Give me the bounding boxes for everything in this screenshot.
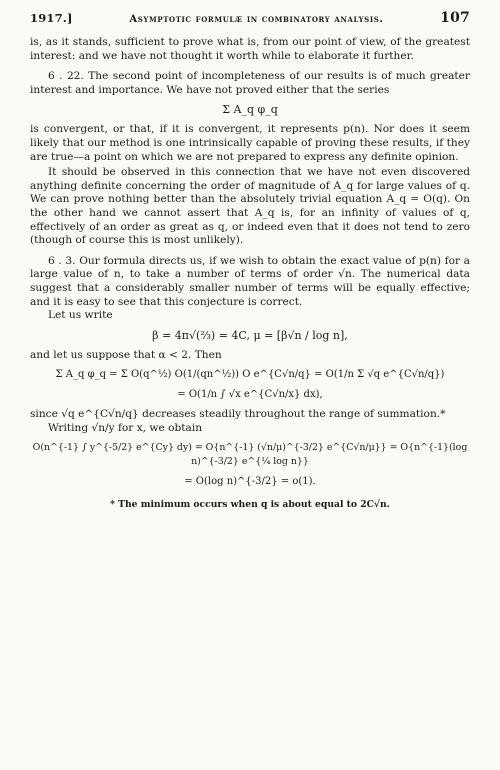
paragraph-convergence: is convergent, or that, if it is convergent, it represents p(n). Nor does it seem likely that our method is one intrinsically capable of proving these results, if they are true—a point on which we are not prepared to express any definite opinion. [30,123,470,163]
paragraph-observation: It should be observed in this connection that we have not even discovered anything definite concerning the order of magnitude of A_q for large values of q. We can prove nothing better than the absolutely trivial equation A_q = O(q). On the other hand we cannot assert that A_q is, for an infinity of values of q, effectively of an order as great as q, or indeed even that it does not tend to zero (though of course this is most unlikely). [30,166,470,247]
page-number: 107 [440,10,470,26]
sum-estimate-equation: Σ A_q φ_q = Σ O(q^½) O(1/(qn^½)) O e^{C√n/q} = O(1/n Σ √q e^{C√n/q}) [55,369,445,381]
header-title: Asymptotic formulæ in combinatory analysis. [129,14,384,25]
header-year: 1917.] [30,11,73,25]
paragraph-1: is, as it stands, sufficient to prove what is, from our point of view, of the greatest interest: and we have not thought it worth while to elaborate it further. [30,36,470,62]
suppose-line: and let us suppose that α < 2. Then [30,348,222,361]
integral-estimate-equation: = O(1/n ∫ √x e^{C√n/x} dx), [177,389,323,401]
series-equation: Σ A_q φ_q [222,103,278,117]
beta-mu-definition: β = 4π√(⅔) = 4C, μ = [β√n / log n], [152,328,348,342]
let-us-write: Let us write [48,309,113,322]
running-header [30,10,470,26]
paragraph-6-22: 6 . 22. The second point of incompleteness of our results is of much greater interest and importance. We have not proved either that the series [30,70,470,96]
writing-line: Writing √n/y for x, we obtain [48,421,203,434]
footnote: * The minimum occurs when q is about equal to 2C√n. [110,499,390,511]
final-estimate-equation: O(n^{-1} ∫ y^{-5/2} e^{Cy} dy) = O{n^{-1} (√n/μ)^{-3/2} e^{C√n/μ}} = O{n^{-1}(log n)^{-3/2} e^{¼ log n}} [32,442,468,468]
since-line: since √q e^{C√n/q} decreases steadily throughout the range of summation.* [30,408,446,421]
paragraph-6-3: 6 . 3. Our formula directs us, if we wish to obtain the exact value of p(n) for a large value of n, to take a number of terms of order √n. The numerical data suggest that a considerably smaller number of terms will be equally effective; and it is easy to see that this conjecture is correct. [30,254,470,308]
final-result-equation: = O(log n)^{-3/2} = o(1). [184,476,316,488]
